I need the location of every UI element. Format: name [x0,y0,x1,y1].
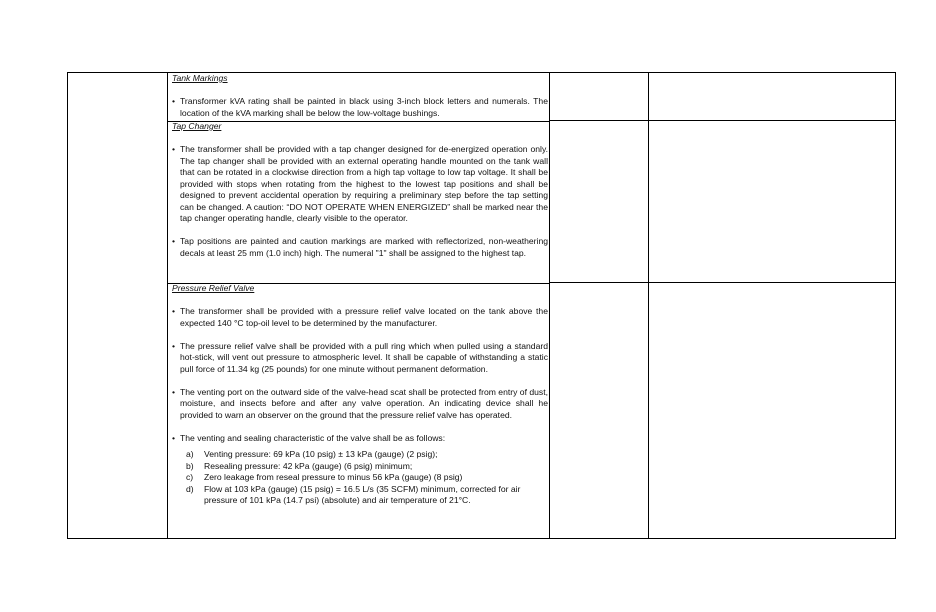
pressure-relief-valve-section [172,283,548,507]
valve-characteristics-list [172,449,548,507]
row-divider [549,282,896,283]
column-divider [167,73,168,538]
list-item-label: a) [186,449,194,459]
list-item-label: c) [186,472,194,482]
bullet-item: • The venting port on the outward side of the valve-head scat shall be protected from entry of dust, moisture, and insects before and after any valve operation. An indicating device shall he provided to warn an observer on the ground that the pressure relief valve has operated. [172,387,548,422]
tap-changer-section [172,121,548,259]
bullet-item: • Tap positions are painted and caution markings are marked with reflectorized, non-weathering decals at least 25 mm (1.0 inch) high. The numeral "1" shall be assigned to the highest tap. [172,236,548,259]
column-divider [549,73,550,538]
row-divider [549,120,896,121]
tank-markings-section [172,73,548,119]
list-item [186,472,548,484]
column-divider [648,73,649,538]
section-heading: Tap Changer [172,121,222,131]
list-item-label: d) [186,483,194,494]
bullet-item: • Transformer kVA rating shall be painted in black using 3-inch block letters and numerals. The location of the kVA marking shall be below the low-voltage bushings. [172,96,548,119]
list-item-text: Resealing pressure: 42 kPa (gauge) (6 psig) minimum; [204,460,413,471]
bullet-item: • The venting and sealing characteristic of the valve shall be as follows: [172,433,548,445]
section-heading: Pressure Relief Valve [172,283,255,293]
bullet-item: • The pressure relief valve shall be provided with a pull ring which when pulled using a standard hot-stick, will vent out pressure to atmospheric level. It shall be capable of withstanding a static pull force of 11.34 kg (25 pounds) for one minute without permanent deformation. [172,341,548,376]
list-item [186,461,548,473]
list-item-text: Venting pressure: 69 kPa (10 psig) ± 13 kPa (gauge) (2 psig); [204,449,438,459]
list-item-text: Zero leakage from reseal pressure to minus 56 kPa (gauge) (8 psig) [204,472,463,482]
bullet-item: • The transformer shall be provided with a pressure relief valve located on the tank above the expected 140 °C top-oil level to be determined by the manufacturer. [172,306,548,329]
list-item [186,449,548,461]
list-item [186,484,548,507]
list-item-label: b) [186,460,194,471]
spec-table [67,72,896,539]
list-item-text: Flow at 103 kPa (gauge) (15 psig) = 16.5 L/s (35 SCFM) minimum, corrected for air pressure of 101 kPa (14.7 psi) (absolute) and air temperature of 21°C. [204,483,521,505]
section-heading: Tank Markings [172,73,228,83]
bullet-item: • The transformer shall be provided with a tap changer designed for de-energized operation only. The tap changer shall be provided with an external operating handle mounted on the tank wall that can be rotated in a clockwise direction from a high tap voltage to low tap voltage. It shall be provided with stops when rotating from the highest to the lowest tap positions and shall be designed to prevent accidental operation by requiring a preliminary step before the tap setting can be changed. A caution: “DO NOT OPERATE WHEN ENERGIZED” shall be marked near the tap changer operating handle, clearly visible to the operator. [172,144,548,225]
